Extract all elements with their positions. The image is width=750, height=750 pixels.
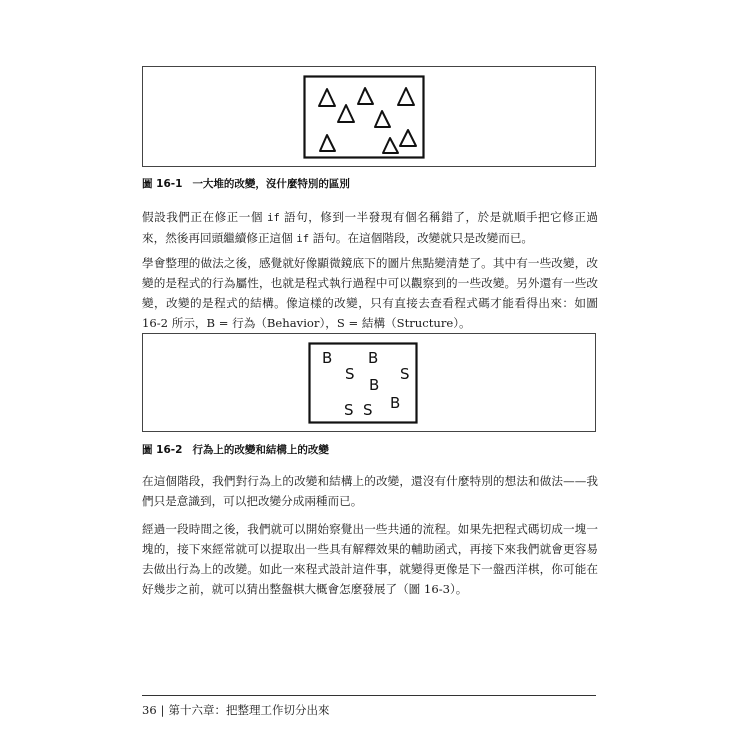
- figure-title: 行為上的改變和結構上的改變: [192, 444, 329, 456]
- paragraph-2: 學會整理的做法之後，感覺就好像顯微鏡底下的圖片焦點變清楚了。其中有一些改變，改變的是程式的行為屬性，也就是程式執行過程中可以觀察到的一些改變。另外還有一些改變，改變的是程式的結構。像這樣的改變，只有直接去查看程式碼才能看得出來：如圖 16-2 所示，B = 行為（Behavior），S = 結構（Structure）。: [142, 256, 598, 330]
- figure-16-2: [142, 333, 596, 432]
- figure-16-1-caption: [142, 176, 350, 191]
- letter-b-4: B: [390, 394, 401, 412]
- figure-16-2-caption: [142, 442, 329, 457]
- triangle-4: [338, 105, 354, 122]
- page-footer: [142, 702, 330, 718]
- triangle-8: [383, 138, 398, 153]
- inline-code: if: [267, 212, 280, 224]
- footer-divider: [142, 695, 596, 696]
- letters-sketch: [308, 342, 418, 424]
- paragraph-3: 在這個階段，我們對行為上的改變和結構上的改變，還沒有什麼特別的想法和做法——我們只是意識到，可以把改變分成兩種而已。: [142, 474, 598, 508]
- letter-s-4: S: [363, 401, 373, 419]
- letter-s-1: S: [345, 365, 355, 383]
- footer-separator: |: [160, 703, 165, 717]
- triangle-1: [319, 89, 335, 106]
- triangle-2: [358, 88, 373, 104]
- triangles-sketch: [303, 75, 425, 159]
- triangle-6: [320, 135, 335, 151]
- triangle-7: [400, 130, 416, 146]
- letter-s-3: S: [344, 401, 354, 419]
- text-segment: 假設我們正在修正一個: [142, 210, 268, 224]
- text-segment: 語句。在這個階段，改變就只是改變而已。: [309, 231, 534, 245]
- paragraph-1: [142, 207, 598, 249]
- text-segment: 語句，修到一半發現有個名稱錯了，於是就順手把它修正過來，然後再回頭繼續修正這個: [142, 210, 599, 245]
- figure-16-1: [142, 66, 596, 167]
- paragraph-4: 經過一段時間之後，我們就可以開始察覺出一些共通的流程。如果先把程式碼切成一塊一塊的，接下來經常就可以提取出一些具有解釋效果的輔助函式，再接下來我們就會更容易去做出行為上的改變。如此一來程式設計這件事，就變得更像是下一盤西洋棋，你可能在好幾步之前，就可以猜出整盤棋大概會怎麼發展了（圖 16-3）。: [142, 522, 598, 596]
- figure-title: 一大堆的改變，沒什麼特別的區別: [192, 178, 350, 190]
- triangle-5: [375, 111, 390, 127]
- letter-b-2: B: [368, 349, 379, 367]
- triangle-3: [398, 88, 414, 105]
- page-number: 36: [142, 703, 157, 717]
- figure-number: 圖 16-1: [142, 178, 183, 190]
- inline-code: if: [296, 233, 310, 245]
- letter-b-3: B: [369, 376, 380, 394]
- chapter-title: 第十六章：把整理工作切分出來: [168, 703, 330, 717]
- figure-number: 圖 16-2: [142, 444, 183, 456]
- letter-b-1: B: [322, 349, 333, 367]
- letter-s-2: S: [400, 365, 410, 383]
